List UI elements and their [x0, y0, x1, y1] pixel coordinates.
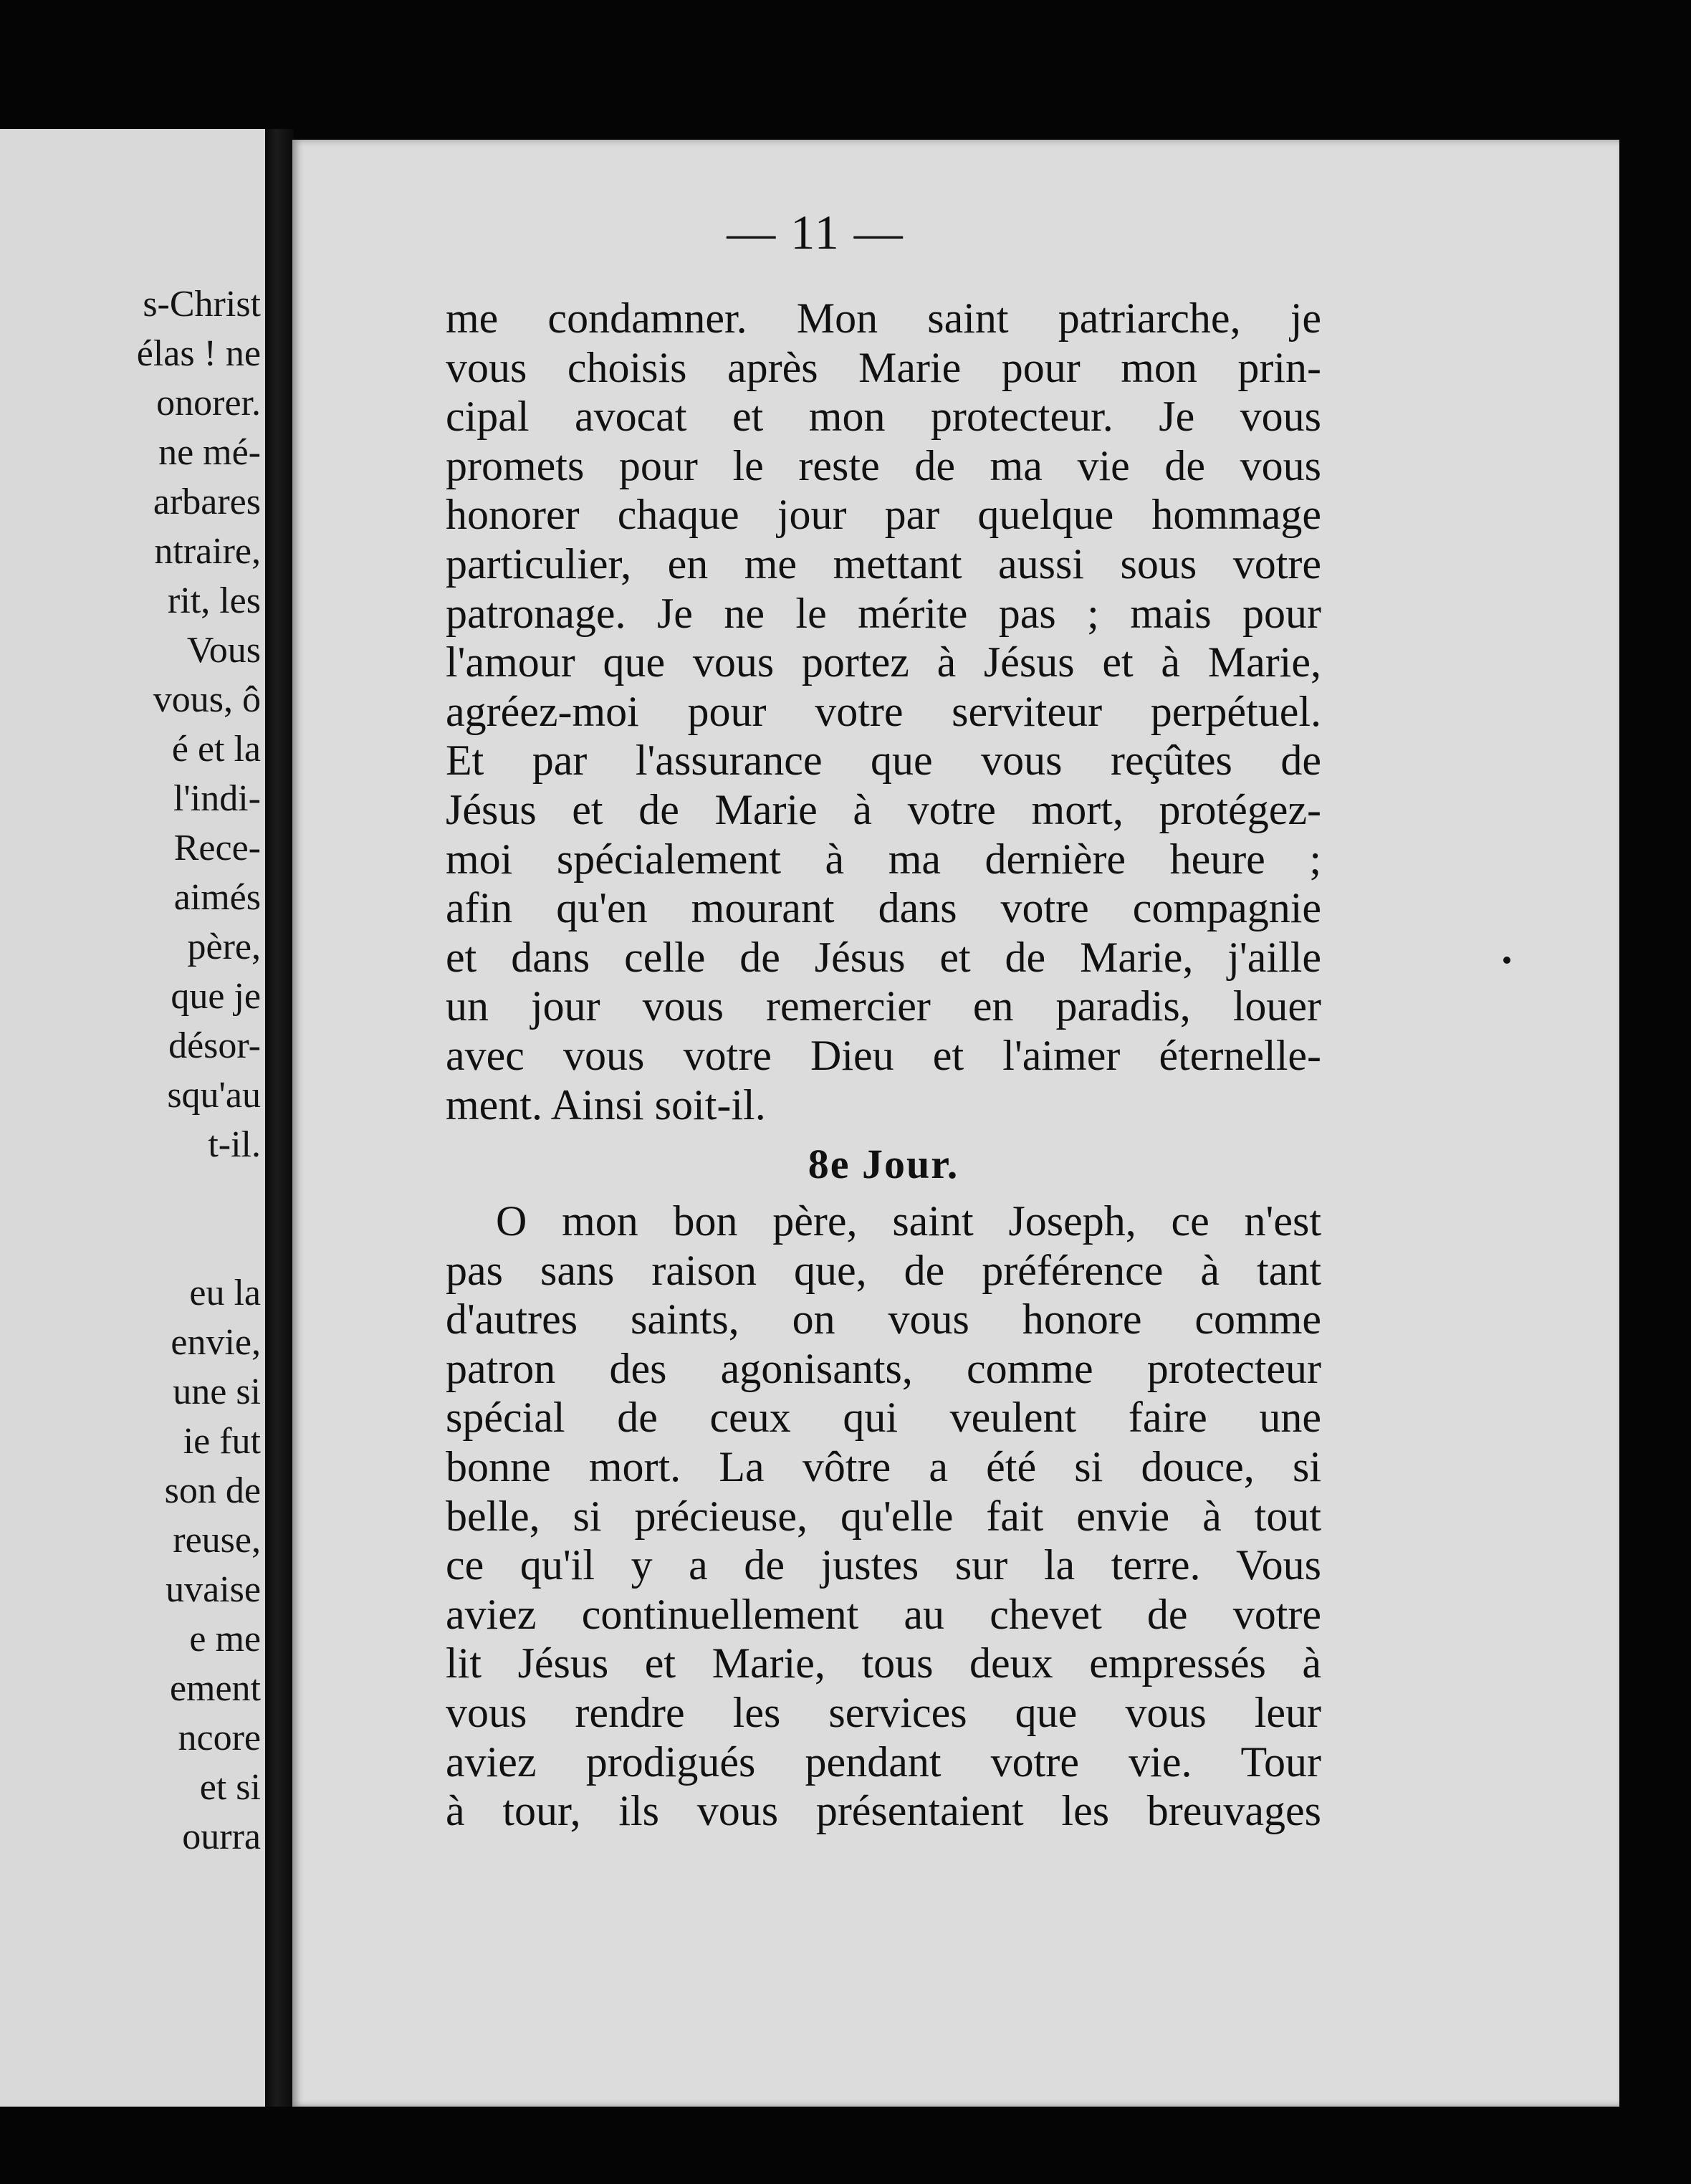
text-line: promets pour le reste de ma vie de vous — [446, 441, 1321, 489]
text-line: aviez prodigués pendant votre vie. Tour — [446, 1738, 1321, 1786]
text-line: Jésus et de Marie à votre mort, protégez- — [446, 785, 1321, 833]
text-line: agréez-moi pour votre serviteur perpétuel. — [446, 687, 1321, 735]
previous-page-line: et si — [199, 1767, 261, 1808]
previous-page-line: ne mé- — [158, 432, 261, 473]
text-line: bonne mort. La vôtre a été si douce, si — [446, 1443, 1321, 1491]
previous-page-line: père, — [187, 926, 261, 967]
previous-page-line: e me — [189, 1619, 261, 1659]
previous-page-gap — [0, 1169, 261, 1268]
previous-page-line: Vous — [186, 630, 261, 671]
text-line: vous choisis après Marie pour mon prin- — [446, 343, 1321, 391]
text-line: lit Jésus et Marie, tous deux empressés à — [446, 1639, 1321, 1687]
page-body — [446, 294, 1321, 1836]
previous-page-line: ntraire, — [154, 531, 261, 572]
previous-page-line: arbares — [153, 482, 261, 522]
previous-page-line: élas ! ne — [136, 333, 261, 374]
previous-page — [0, 129, 265, 2107]
previous-page-line: que je — [171, 976, 261, 1017]
text-line: l'amour que vous portez à Jésus et à Marie, — [446, 638, 1321, 686]
previous-page-line: aimés — [173, 877, 261, 918]
previous-page-line: ncore — [178, 1718, 261, 1758]
text-line: Et par l'assurance que vous reçûtes de — [446, 737, 1321, 785]
text-line: et dans celle de Jésus et de Marie, j'aille — [446, 933, 1321, 981]
text-line: honorer chaque jour par quelque hommage — [446, 491, 1321, 539]
text-line: ce qu'il y a de justes sur la terre. Vous — [446, 1541, 1321, 1589]
text-line: ment. Ainsi soit-il. — [446, 1081, 766, 1129]
previous-page-line: ie fut — [183, 1421, 261, 1462]
page-number: — 11 — — [727, 205, 904, 259]
current-page — [292, 140, 1619, 2107]
previous-page-line: l'indi- — [173, 778, 261, 819]
text-line: O mon bon père, saint Joseph, ce n'est — [496, 1197, 1321, 1245]
previous-page-text — [0, 279, 261, 1862]
previous-page-line: ourra — [182, 1816, 261, 1857]
previous-page-line: ement — [169, 1668, 261, 1709]
text-line: pas sans raison que, de préférence à tant — [446, 1246, 1321, 1294]
previous-page-line: onorer. — [156, 383, 261, 423]
previous-page-line: squ'au — [167, 1075, 261, 1116]
text-line: particulier, en me mettant aussi sous votre — [446, 540, 1321, 588]
previous-page-line: son de — [164, 1470, 261, 1511]
text-line: cipal avocat et mon protecteur. Je vous — [446, 393, 1321, 441]
text-line: spécial de ceux qui veulent faire une — [446, 1394, 1321, 1442]
text-line: à tour, ils vous présentaient les breuvages — [446, 1787, 1321, 1835]
text-line: afin qu'en mourant dans votre compagnie — [446, 884, 1321, 932]
previous-page-line: reuse, — [173, 1520, 261, 1561]
previous-page-line: rit, les — [168, 580, 261, 621]
text-line: avec vous votre Dieu et l'aimer éternelle- — [446, 1031, 1321, 1079]
book-spine — [265, 129, 294, 2107]
text-line: vous rendre les services que vous leur — [446, 1689, 1321, 1737]
previous-page-line: s-Christ — [143, 284, 261, 325]
previous-page-line: désor- — [168, 1025, 261, 1066]
previous-page-line: une si — [173, 1371, 261, 1412]
text-line: aviez continuellement au chevet de votre — [446, 1590, 1321, 1638]
text-line: d'autres saints, on vous honore comme — [446, 1295, 1321, 1344]
previous-page-line: é et la — [171, 729, 261, 770]
ink-speck — [1503, 957, 1510, 964]
text-line: moi spécialement à ma dernière heure ; — [446, 835, 1321, 883]
text-line: patron des agonisants, comme protecteur — [446, 1344, 1321, 1392]
text-line: me condamner. Mon saint patriarche, je — [446, 294, 1321, 342]
text-line: un jour vous remercier en paradis, louer — [446, 982, 1321, 1030]
previous-page-line: eu la — [189, 1273, 261, 1313]
previous-page-line: envie, — [171, 1322, 261, 1363]
previous-page-line: vous, ô — [153, 679, 261, 720]
section-heading: 8e Jour. — [808, 1141, 959, 1188]
previous-page-line: t-il. — [208, 1124, 261, 1165]
text-line: patronage. Je ne le mérite pas ; mais pour — [446, 589, 1321, 637]
text-line: belle, si précieuse, qu'elle fait envie à tout — [446, 1492, 1321, 1540]
previous-page-line: Rece- — [173, 828, 261, 868]
previous-page-line: uvaise — [166, 1569, 261, 1610]
